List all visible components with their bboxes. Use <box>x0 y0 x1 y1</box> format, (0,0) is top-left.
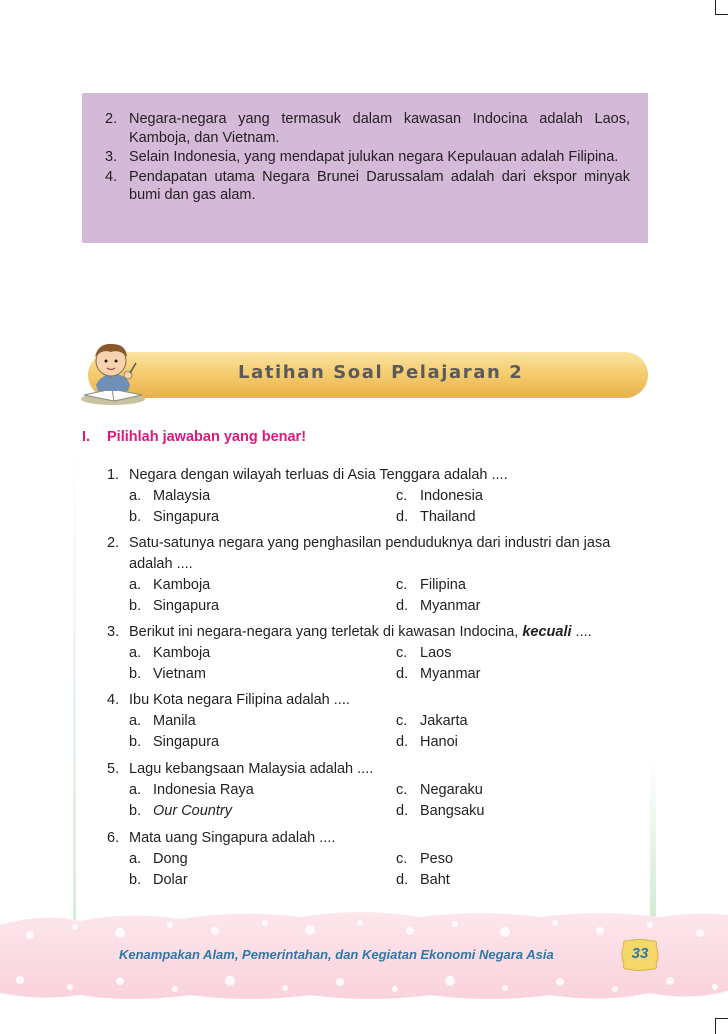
option-row <box>107 507 655 528</box>
question-text-line <box>107 622 655 643</box>
option-a: a. Malaysia <box>129 488 211 504</box>
option-d: d. Thailand <box>396 509 476 525</box>
question-text: Negara dengan wilayah terluas di Asia Tenggara adalah .... <box>129 467 508 483</box>
question-text-line <box>107 828 655 849</box>
info-item-number: 2. <box>105 111 118 127</box>
question-text-line <box>107 533 655 575</box>
question-text: Berikut ini negara-negara yang terletak di kawasan Indocina, <box>129 624 523 640</box>
question-text: Ibu Kota negara Filipina adalah .... <box>129 692 350 708</box>
option-d: d. Myanmar <box>396 666 481 682</box>
option-c: c. Peso <box>396 851 454 867</box>
crop-mark-bottom <box>715 1018 728 1034</box>
option-c: c. Laos <box>396 645 452 661</box>
question-4 <box>107 690 655 753</box>
option-row <box>107 849 655 870</box>
info-item-text: Selain Indonesia, yang mendapat julukan negara Kepulauan adalah Filipina. <box>129 149 619 165</box>
option-row <box>107 732 655 753</box>
option-row <box>107 575 655 596</box>
question-number: 4. <box>107 692 120 708</box>
question-text: Lagu kebangsaan Malaysia adalah .... <box>129 761 374 777</box>
crop-mark-top <box>715 0 728 15</box>
question-number: 6. <box>107 830 120 846</box>
page-number: 33 <box>631 945 649 962</box>
option-c: c. Jakarta <box>396 713 468 729</box>
option-d: d. Myanmar <box>396 598 481 614</box>
info-item <box>105 148 630 167</box>
question-1 <box>107 465 655 528</box>
option-a: a. Manila <box>129 713 196 729</box>
option-a: a. Kamboja <box>129 577 211 593</box>
student-mascot-icon <box>78 335 148 407</box>
question-6 <box>107 828 655 891</box>
banner-title: Latihan Soal Pelajaran 2 <box>238 362 524 383</box>
option-row <box>107 780 655 801</box>
option-b: b. Vietnam <box>129 666 206 682</box>
option-c: c. Negaraku <box>396 782 483 798</box>
info-item <box>105 168 630 205</box>
info-item-text: Pendapatan utama Negara Brunei Darussalam adalah dari ekspor minyak bumi dan gas alam. <box>129 168 630 203</box>
option-row <box>107 596 655 617</box>
question-number: 3. <box>107 624 120 640</box>
option-row <box>107 711 655 732</box>
option-d: d. Hanoi <box>396 734 458 750</box>
option-row <box>107 486 655 507</box>
question-5 <box>107 759 655 822</box>
question-text-line <box>107 690 655 711</box>
info-item-number: 4. <box>105 168 118 185</box>
option-a: a. Indonesia Raya <box>129 782 254 798</box>
option-b: b. Singapura <box>129 734 220 750</box>
question-text-line <box>107 759 655 780</box>
question-3 <box>107 622 655 685</box>
option-d: d. Baht <box>396 872 450 888</box>
decorative-stripe <box>73 440 76 920</box>
option-row <box>107 664 655 685</box>
question-text: Mata uang Singapura adalah .... <box>129 830 336 846</box>
option-a: a. Dong <box>129 851 188 867</box>
option-b: b. Dolar <box>129 872 188 888</box>
option-row <box>107 801 655 822</box>
question-2 <box>107 533 655 617</box>
option-c: c. Filipina <box>396 577 466 593</box>
option-b: b. Our Country <box>129 803 232 819</box>
info-list <box>105 110 630 206</box>
option-d: d. Bangsaku <box>396 803 485 819</box>
option-b: b. Singapura <box>129 598 220 614</box>
question-emphasis: kecuali <box>522 624 572 640</box>
info-item <box>105 110 630 147</box>
option-b: b. Singapura <box>129 509 220 525</box>
question-text-end: .... <box>571 624 592 640</box>
section-number: I. <box>82 429 91 445</box>
question-text: Satu-satunya negara yang penghasilan penduduknya dari industri dan jasa adalah .... <box>129 535 611 572</box>
option-a: a. Kamboja <box>129 645 211 661</box>
question-number: 1. <box>107 467 120 483</box>
option-row <box>107 870 655 891</box>
section-title: Pilihlah jawaban yang benar! <box>107 429 307 445</box>
section-heading <box>82 429 306 445</box>
question-number: 5. <box>107 761 120 777</box>
footer-book-title: Kenampakan Alam, Pemerintahan, dan Kegiatan Ekonomi Negara Asia <box>119 947 554 962</box>
question-number: 2. <box>107 535 120 551</box>
question-text-line <box>107 465 655 486</box>
option-c: c. Indonesia <box>396 488 483 504</box>
option-row <box>107 643 655 664</box>
info-item-text: Negara-negara yang termasuk dalam kawasan Indocina adalah Laos, Kamboja, dan Vietnam. <box>129 111 630 146</box>
info-item-number: 3. <box>105 149 118 165</box>
